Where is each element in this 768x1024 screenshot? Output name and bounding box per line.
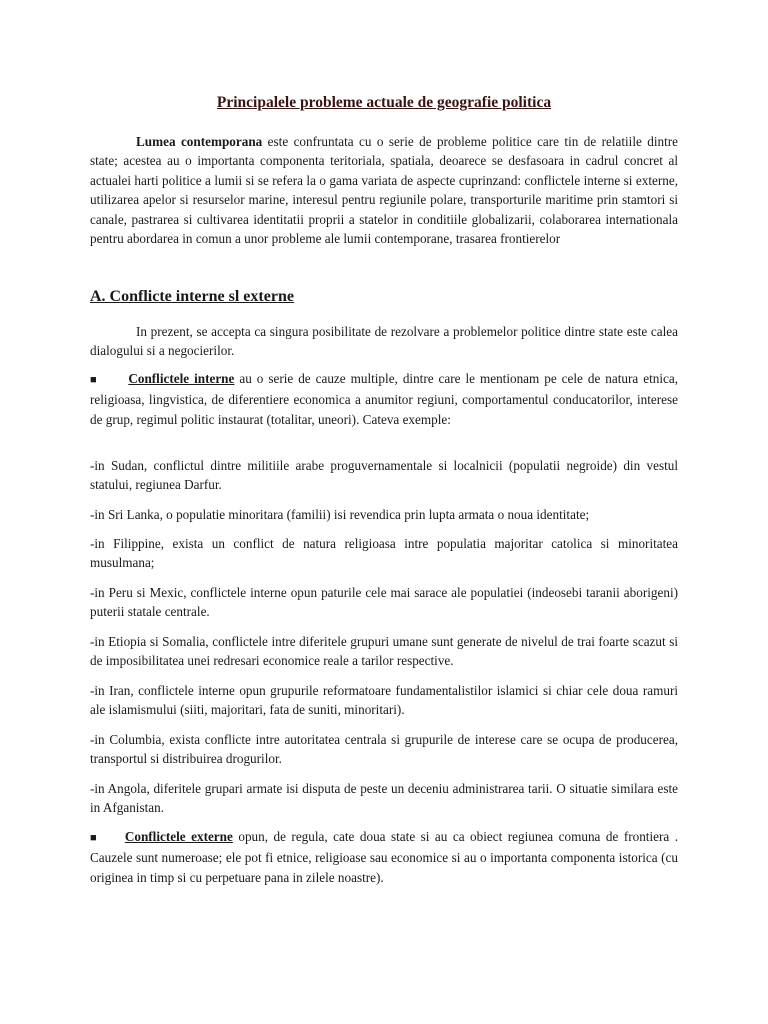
bullet-square-icon: ■ [90, 832, 99, 844]
example-sudan: -in Sudan, conflictul dintre militiile arabe proguvernamentale si localnicii (populatii negroide) din vestul statului, regiunea Darfur. [90, 458, 678, 493]
external-conflicts-paragraph [90, 827, 678, 887]
intro-paragraph [90, 132, 678, 248]
intro-lead: Lumea contemporana [136, 134, 263, 149]
example-columbia: -in Columbia, exista conflicte intre autoritatea centrala si grupurile de interese care se ocupa de producerea, transportul si distribuirea drogurilor. [90, 732, 678, 767]
internal-conflicts-label: Conflictele interne [128, 371, 235, 386]
intro-text: este confruntata cu o serie de probleme politice care tin de relatiile dintre state; acestea au o importanta componenta teritoriala, spatiala, deoarece se desfasoara in cadrul concret al actualei harti politice a lumii si se refera la o gama variata de aspecte cuprinzand: conflictele interne si externe, utilizarea apelor si resurselor marine, interesul pentru regiunile polare, transporturile maritime prin stamtori si canale, pastrarea si cultivarea identitatii proprii a statelor in conditiile globalizarii, colaborarea internationala pentru abordarea in comun a unor probleme ale lumii contemporane, trasarea frontierelor [90, 134, 678, 247]
document-title: Principalele probleme actuale de geografie politica [216, 94, 552, 111]
example-etiopia-somalia: -in Etiopia si Somalia, conflictele intre diferitele grupuri umane sunt generate de nivelul de trai foarte scazut si de imposibilitatea unei redresari economice reale a tarilor respective. [90, 634, 678, 669]
internal-conflicts-text: au o serie de cauze multiple, dintre care le mentionam pe cele de natura etnica, religioasa, lingvistica, de diferentiere economica a anumitor regiuni, comportamentul conducatorilor, interese de grup, regimul politic instaurat (totalitar, uneori). Cateva exemple: [90, 371, 678, 427]
external-conflicts-label: Conflictele externe [124, 829, 233, 844]
section-a-intro-paragraph: In prezent, se accepta ca singura posibilitate de rezolvare a problemelor politice dintre state este calea dialogului si a negocierilor. [90, 324, 678, 359]
section-a-heading: A. Conflicte interne sl externe [90, 288, 294, 305]
example-peru-mexic: -in Peru si Mexic, conflictele interne opun paturile cele mai sarace ale populatiei (indeosebi taranii aborigeni) puterii statale centrale. [90, 585, 678, 620]
example-sri-lanka: -in Sri Lanka, o populatie minoritara (familii) isi revendica prin lupta armata o noua identitate; [90, 507, 590, 522]
internal-conflicts-paragraph [90, 369, 678, 429]
external-conflicts-text: opun, de regula, cate doua state si au ca obiect regiunea comuna de frontiera . Cauzele sunt numeroase; ele pot fi etnice, religioase sau economice si au o importanta componenta istorica (cu originea in timp si cu perpetuare pana in zilele noastre). [90, 829, 678, 885]
example-iran: -in Iran, conflictele interne opun grupurile reformatoare fundamentalistilor islamici si chiar cele doua ramuri ale islamismului (siiti, majoritari, fata de suniti, minoritari). [90, 683, 678, 718]
example-angola: -in Angola, diferitele grupari armate isi disputa de peste un deceniu administrarea tarii. O situatie similara este in Afganistan. [90, 781, 678, 816]
bullet-square-icon: ■ [90, 374, 99, 386]
example-filippine: -in Filippine, exista un conflict de natura religioasa intre populatia majoritar catolica si minoritatea musulmana; [90, 536, 678, 571]
